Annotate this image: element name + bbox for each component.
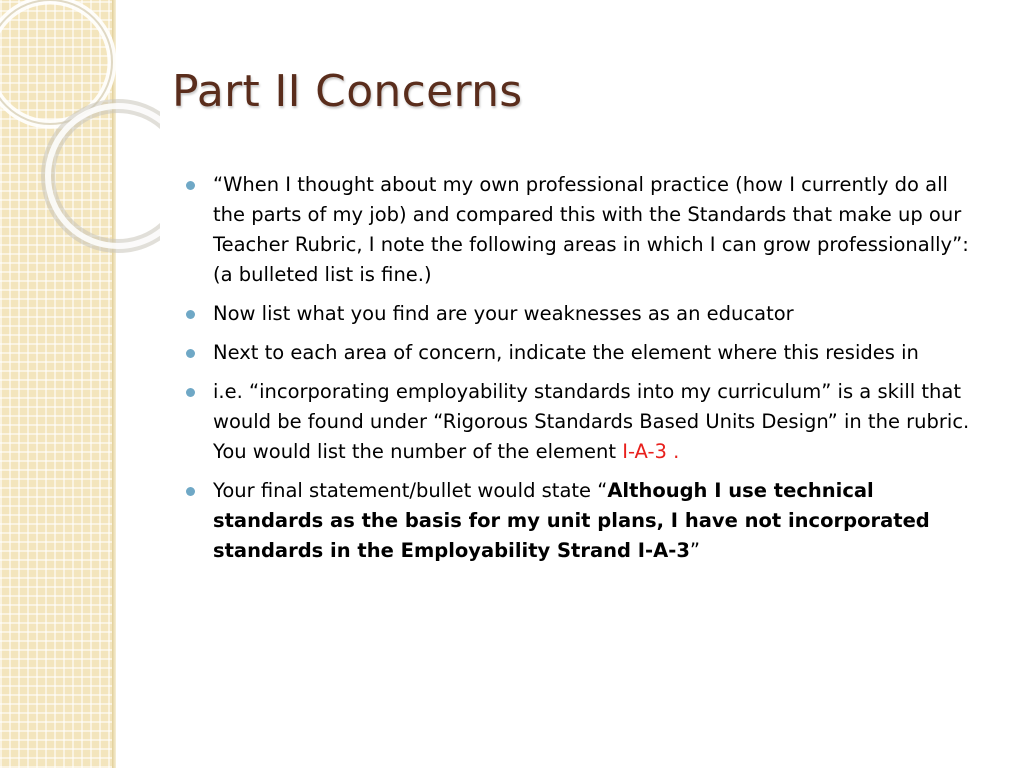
- bullet-item-3: [186, 338, 986, 368]
- slide-title: Part II Concerns: [172, 66, 523, 117]
- bullet-text-before: Your final statement/bullet would state “: [213, 479, 608, 502]
- bullet-item-5: [186, 476, 986, 566]
- bullet-item-4: [186, 377, 986, 467]
- decorative-rings: [0, 0, 160, 300]
- element-code-highlight: I-A-3 .: [622, 440, 680, 463]
- bullet-dot-icon: [186, 181, 195, 190]
- bullet-text: “When I thought about my own professional practice (how I currently do all the parts of my job) and compared this with the Standards that make up our Teacher Rubric, I note the following areas in which I can grow professionally”: (a bulleted list is fine.): [213, 173, 969, 286]
- bullet-dot-icon: [186, 349, 195, 358]
- bullet-text-after: ”: [689, 539, 700, 562]
- bullet-item-1: [186, 170, 986, 290]
- bullet-list: [186, 170, 986, 575]
- final-statement-bold: Although I use technical standards as the basis for my unit plans, I have not incorporated standards in the Employability Strand I-A-3: [213, 479, 930, 562]
- decorative-ring-lower-inner: [48, 106, 160, 246]
- bullet-text: i.e. “incorporating employability standards into my curriculum” is a skill that would be found under “Rigorous Standards Based Units Design” in the rubric. You would list the number of the element: [213, 380, 970, 463]
- bullet-text: Now list what you find are your weaknesses as an educator: [213, 302, 794, 325]
- bullet-dot-icon: [186, 310, 195, 319]
- bullet-item-2: [186, 299, 986, 329]
- bullet-dot-icon: [186, 487, 195, 496]
- bullet-text: Next to each area of concern, indicate the element where this resides in: [213, 341, 919, 364]
- bullet-dot-icon: [186, 388, 195, 397]
